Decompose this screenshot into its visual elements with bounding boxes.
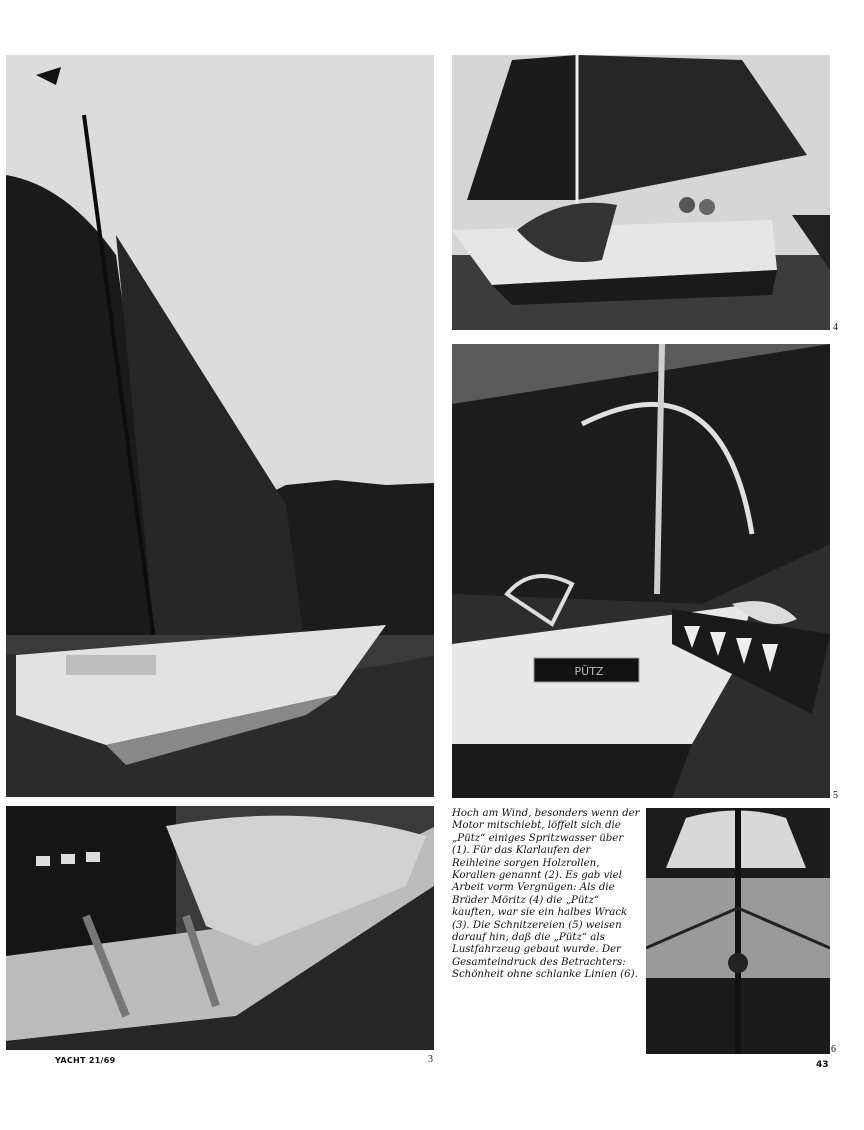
figure-number-4: 4 — [833, 322, 838, 333]
photo-sailboat-under-sail — [6, 55, 434, 797]
page-number: 43 — [816, 1060, 829, 1070]
figure-number-6: 6 — [831, 1044, 836, 1055]
photo-sailboat-crew — [452, 55, 830, 330]
photo-caption: Hoch am Wind, besonders wenn der Motor mitschiebt, löffelt sich die „Pütz“ einiges Spritzwasser über (1). Für das Klarlaufen der Reihleine sorgen Holzrollen, Korallen genannt (2). Es gab viel Arbeit vorm Vergnügen: Als die Brüder Möritz (4) die „Pütz“ kauften, war sie ein halbes Wrack (3). Die Schnitzereien (5) weisen darauf hin, daß die „Pütz“ als Lustfahrzeug gebaut wurde. Der Gesamteindruck des Betrachters: Schönheit ohne schlanke Linien (6). — [452, 808, 640, 981]
boat-bow-carving-photo — [452, 344, 830, 798]
boat-wreck-hull-photo — [6, 806, 434, 1050]
figure-number-3: 3 — [428, 1054, 433, 1065]
photo-bow-carving — [452, 344, 830, 798]
figure-number-5: 5 — [833, 790, 838, 801]
boat-name-plate: PÜTZ — [574, 665, 604, 678]
photo-wreck-hull — [6, 806, 434, 1050]
boat-deck-photo — [646, 808, 830, 1054]
magazine-issue: YACHT 21/69 — [55, 1056, 116, 1065]
sailboat-crew-photo — [452, 55, 830, 330]
photo-deck-view — [646, 808, 830, 1054]
sailboat-full-sail-photo — [6, 55, 434, 797]
